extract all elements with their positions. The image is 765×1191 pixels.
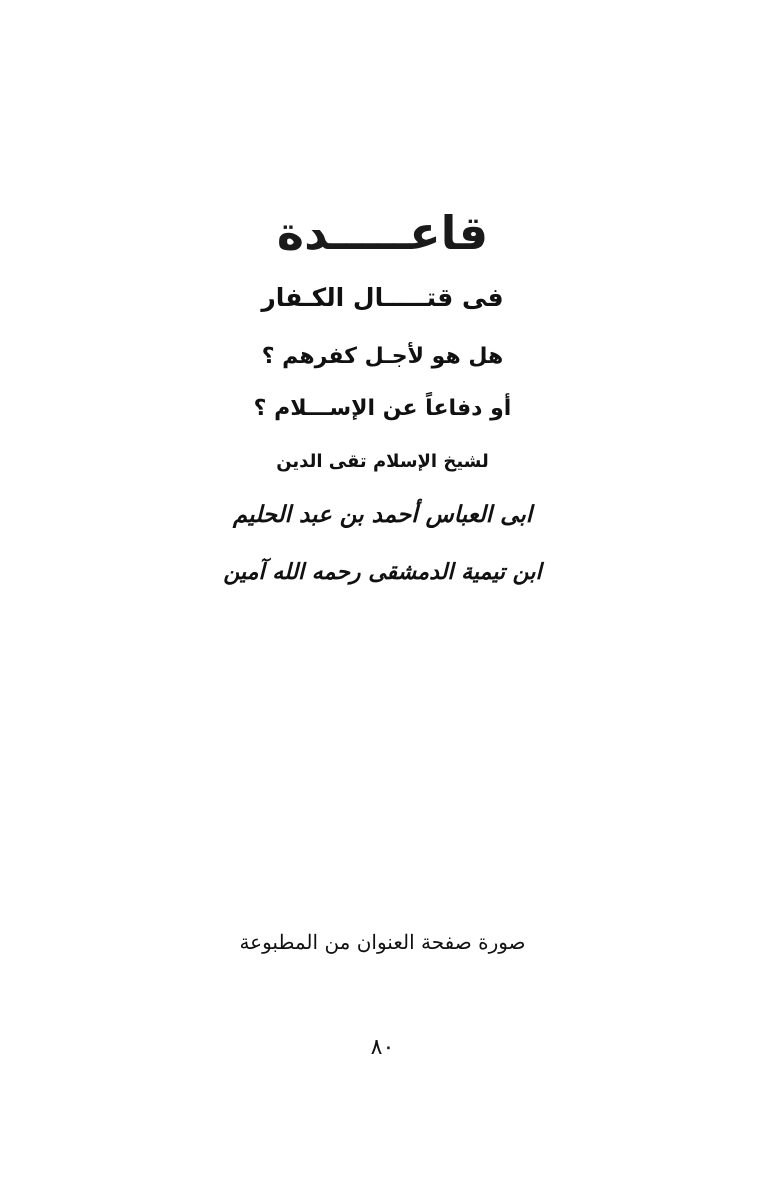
subtitle-line-3: أو دفاعاً عن الإســـلام ؟ — [253, 396, 512, 421]
document-title: قاعـــــدة — [276, 206, 489, 260]
author-line-2: ابى العباس أحمد بن عبد الحليم — [232, 501, 533, 528]
author-line-3: ابن تيمية الدمشقى رحمه الله آمين — [223, 559, 542, 585]
image-caption: صورة صفحة العنوان من المطبوعة — [239, 930, 526, 954]
subtitle-line-2: هل هو لأجـل كفرهم ؟ — [261, 344, 504, 369]
author-line-1: لشيخ الإسلام تقى الدين — [276, 451, 489, 472]
page-number: ٨٠ — [370, 1035, 395, 1060]
subtitle-line-1: فى قتـــــال الكـفار — [261, 283, 504, 312]
